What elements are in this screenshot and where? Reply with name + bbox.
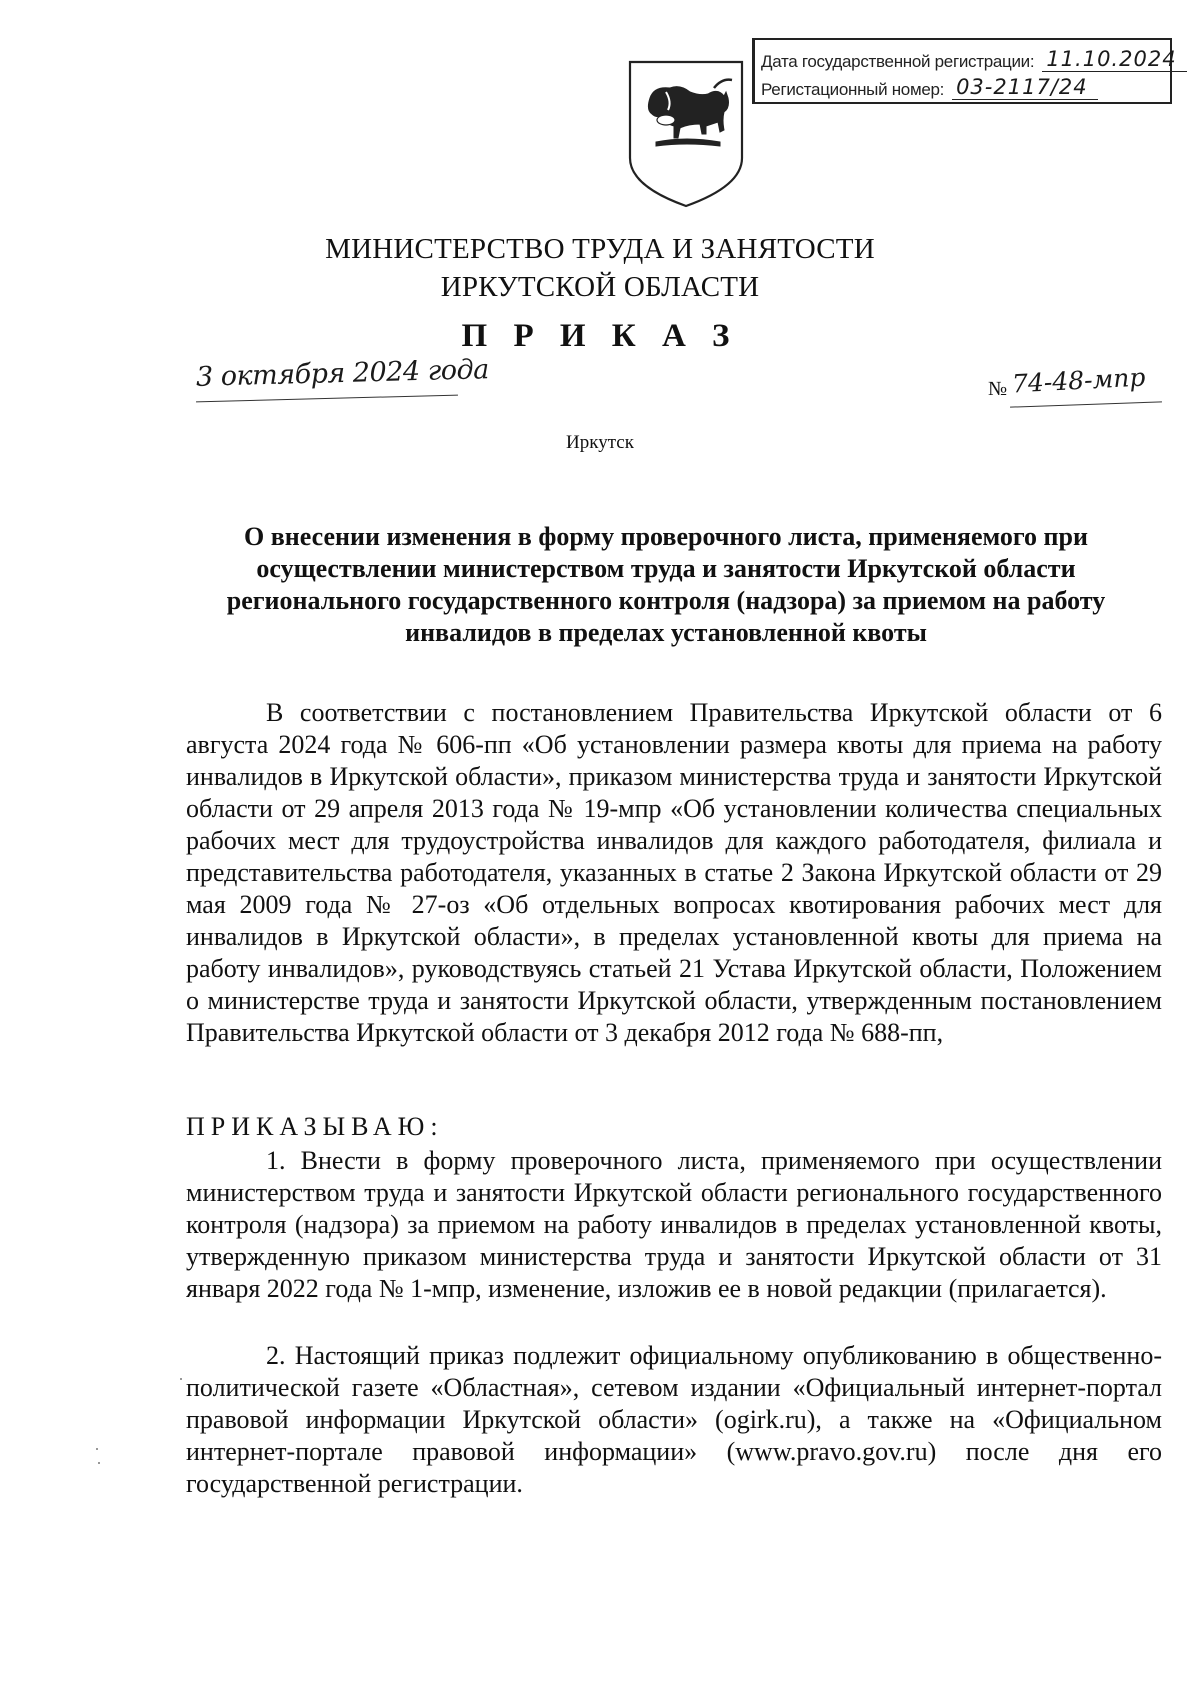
- order-directive-word: ПРИКАЗЫВАЮ:: [186, 1112, 444, 1141]
- registration-date-row: [761, 46, 1187, 72]
- ministry-name-line1: МИНИСТЕРСТВО ТРУДА И ЗАНЯТОСТИ: [325, 233, 875, 265]
- registration-number-label: Регистационный номер:: [761, 80, 945, 99]
- registration-stamp: [752, 38, 1177, 104]
- registration-date-label: Дата государственной регистрации:: [761, 52, 1035, 71]
- registration-date-value: 11.10.2024: [1042, 47, 1186, 72]
- order-number-underline: [1010, 401, 1162, 407]
- coat-of-arms-icon: [626, 58, 746, 210]
- registration-number-row: [761, 74, 1098, 100]
- order-item-2: 2. Настоящий приказ подлежит официальному опубликованию в общественно-политической газете «Областная», сетевом издании «Официальный интернет-портал правовой информации Иркутской области» (ogirk.ru), а также на «Официальном интернет-портале правовой информации» (www.pravo.gov.ru) после дня его государственной регистрации.: [186, 1341, 1162, 1498]
- scan-speck: [96, 1448, 98, 1450]
- order-date-underline: [196, 395, 458, 403]
- preamble-paragraph: В соответствии с постановлением Правительства Иркутской области от 6 августа 2024 года № 606-пп «Об установлении размера квоты для приема на работу инвалидов в Иркутской области», приказом министерства труда и занятости Иркутской области от 29 апреля 2013 года № 19-мпр «Об установлении количества специальных рабочих мест для трудоустройства инвалидов для каждого работодателя, филиала и представительства работодателя, указанных в статье 2 Закона Иркутской области от 29 мая 2009 года № 27-оз «Об отдельных вопросах квотирования рабочих мест для инвалидов в Иркутской области», в пределах установленной квоты для приема на работу инвалидов», руководствуясь статьей 21 Устава Иркутской области, Положением о министерстве труда и занятости Иркутской области, утвержденным постановлением Правительства Иркутской области от 3 декабря 2012 года № 688-пп,: [186, 698, 1162, 1047]
- order-item-1: 1. Внести в форму проверочного листа, применяемого при осуществлении министерством труда и занятости Иркутской области регионального государственного контроля (надзора) за приемом на работу инвалидов в пределах установленной квоты, утвержденную приказом министерства труда и занятости Иркутской области от 31 января 2022 года № 1-мпр, изменение, изложив ее в новой редакции (прилагается).: [186, 1146, 1162, 1303]
- scan-speck: [98, 1462, 100, 1464]
- order-number-handwritten: 74-48-мпр: [1011, 362, 1147, 399]
- ministry-name-line2: ИРКУТСКОЙ ОБЛАСТИ: [440, 271, 760, 303]
- city-name: Иркутск: [566, 432, 634, 453]
- document-title: О внесении изменения в форму проверочного листа, применяемого при осуществлении министерством труда и занятости Иркутской области регионального государственного контроля (надзора) за приемом на работу инвалидов в пределах установленной квоты: [226, 522, 1106, 647]
- ministry-name: [0, 230, 1200, 306]
- order-number-sign: №: [988, 378, 1008, 400]
- document-type: П Р И К А З: [461, 318, 739, 354]
- scan-speck: [180, 1378, 182, 1380]
- registration-number-value: 03-2117/24: [952, 75, 1098, 100]
- order-date-handwritten: 3 октября 2024 года: [195, 354, 490, 393]
